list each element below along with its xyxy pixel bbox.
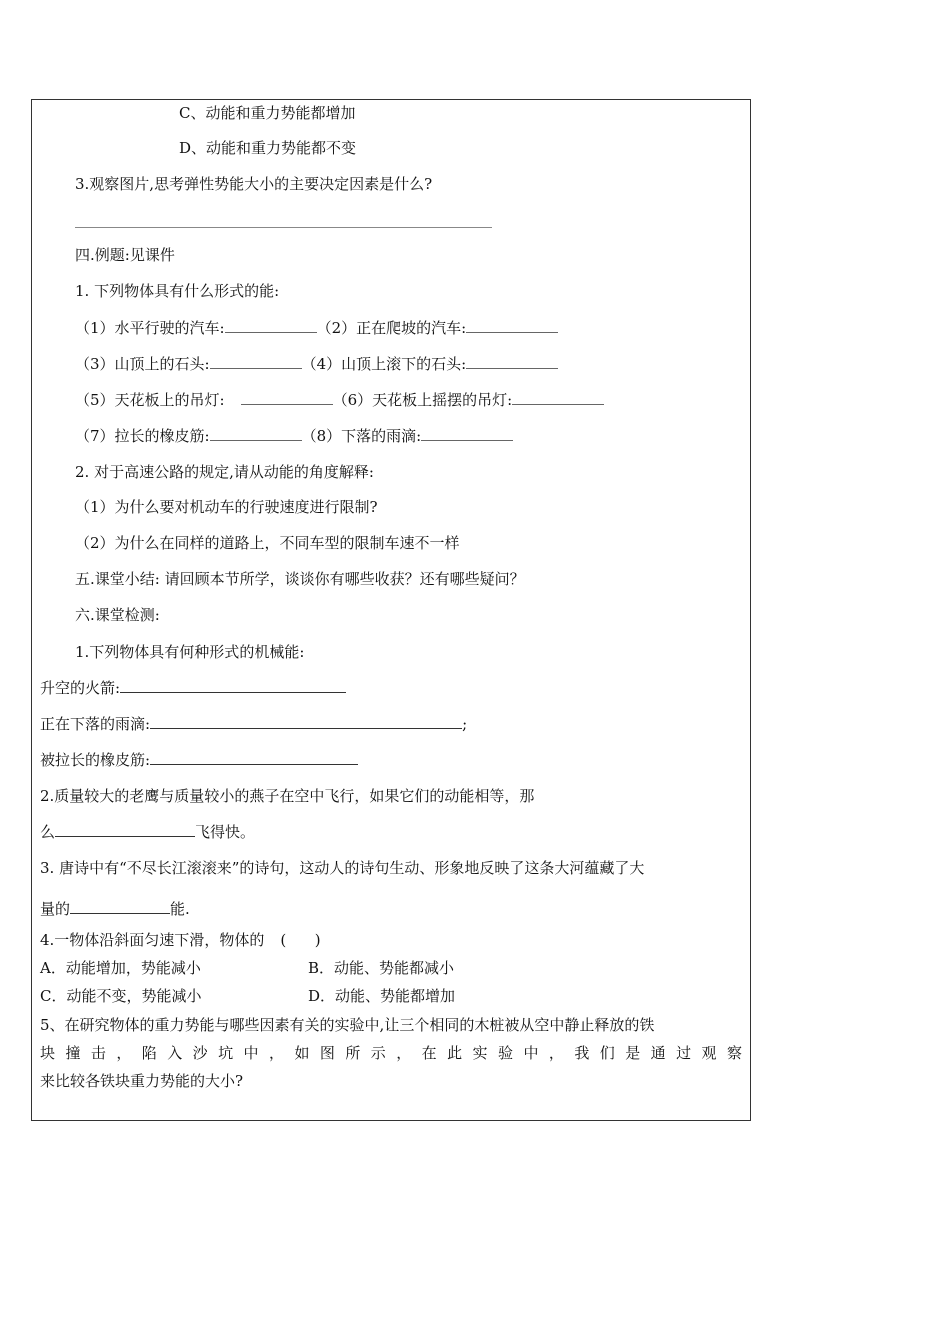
- answer-blank[interactable]: [150, 750, 358, 765]
- s6-q4-option-c: C．动能不变，势能减小: [40, 987, 202, 1005]
- justified-char: 陷: [141, 1044, 157, 1062]
- s4-question-1: 1. 下列物体具有什么形式的能:: [75, 282, 280, 300]
- s4-question-2: 2. 对于高速公路的规定,请从动能的角度解释:: [75, 463, 374, 481]
- question-3: 3.观察图片,思考弹性势能大小的主要决定因素是什么?: [75, 175, 433, 193]
- justified-char: 沙: [192, 1044, 208, 1062]
- s6-question-5-line-3: 来比较各铁块重力势能的大小?: [40, 1072, 244, 1090]
- s4-q1-row-4: [75, 426, 513, 446]
- s6-q1-a-label: 升空的火箭:: [40, 679, 121, 697]
- justified-char: 入: [167, 1044, 183, 1062]
- s6-q3-text-a: 量的: [40, 900, 71, 918]
- s4-q1-row-1: [75, 318, 558, 338]
- s4-q1-item-1: （1）水平行驶的汽车:: [75, 319, 225, 337]
- answer-blank[interactable]: [466, 354, 558, 369]
- justified-char: 此: [447, 1044, 463, 1062]
- s6-question-3-line-2: [40, 899, 190, 919]
- justified-char: 块: [40, 1044, 56, 1062]
- s6-question-2-line-1: 2.质量较大的老鹰与质量较小的燕子在空中飞行，如果它们的动能相等，那: [40, 787, 535, 805]
- s6-question-5-line-1: 5、在研究物体的重力势能与哪些因素有关的实验中,让三个相同的木桩被从空中静止释放的铁: [40, 1016, 655, 1034]
- s6-question-1: 1.下列物体具有何种形式的机械能:: [75, 643, 305, 661]
- justified-char: ，: [269, 1044, 285, 1062]
- justified-char: ，: [116, 1044, 132, 1062]
- answer-blank[interactable]: [210, 354, 302, 369]
- justified-char: 实: [472, 1044, 488, 1062]
- s4-q1-item-3: （3）山顶上的石头:: [75, 355, 210, 373]
- justified-char: 中: [523, 1044, 539, 1062]
- s4-q2-sub-2: （2）为什么在同样的道路上，不同车型的限制车速不一样: [75, 534, 460, 552]
- option-d: D、动能和重力势能都不变: [179, 139, 357, 157]
- answer-blank[interactable]: [512, 390, 604, 405]
- s6-q1-a: [40, 678, 346, 698]
- section-4-heading: 四.例题:见课件: [75, 246, 175, 264]
- s4-q1-row-2: [75, 354, 558, 374]
- justified-char: ，: [396, 1044, 412, 1062]
- section-5-summary: 五.课堂小结: 请回顾本节所学，谈谈你有哪些收获？还有哪些疑问？: [75, 570, 525, 588]
- answer-blank[interactable]: [210, 426, 302, 441]
- s6-q1-c: [40, 750, 358, 770]
- justified-char: 图: [319, 1044, 335, 1062]
- justified-char: 是: [625, 1044, 641, 1062]
- justified-char: 撞: [65, 1044, 81, 1062]
- s6-q1-b-label: 正在下落的雨滴:: [40, 715, 151, 733]
- s6-q3-text-b: 能.: [170, 900, 190, 918]
- justified-char: 示: [370, 1044, 386, 1062]
- s6-question-3-line-1: 3. 唐诗中有“不尽长江滚滚来”的诗句，这动人的诗句生动、形象地反映了这条大河蕴藏了大: [40, 859, 645, 877]
- s6-q1-b-end: ;: [462, 715, 468, 733]
- section-6-heading: 六.课堂检测:: [75, 606, 160, 624]
- justified-char: 击: [90, 1044, 106, 1062]
- s4-q1-item-7: （7）拉长的橡皮筋:: [75, 427, 210, 445]
- justified-char: 们: [599, 1044, 615, 1062]
- justified-char: 我: [574, 1044, 590, 1062]
- s6-q1-b: [40, 714, 467, 734]
- s6-question-4: [40, 930, 321, 950]
- s6-q4-option-b: B．动能、势能都减小: [308, 959, 455, 977]
- justified-char: ，: [548, 1044, 564, 1062]
- answer-blank[interactable]: [150, 714, 462, 729]
- s6-q2-text-b: 飞得快。: [195, 823, 256, 841]
- justified-char: 坑: [218, 1044, 234, 1062]
- justified-char: 观: [701, 1044, 717, 1062]
- s4-q1-item-4: （4）山顶上滚下的石头:: [301, 355, 467, 373]
- justified-char: 所: [345, 1044, 361, 1062]
- s6-q4-option-d: D．动能、势能都增加: [308, 987, 456, 1005]
- justified-char: 如: [294, 1044, 310, 1062]
- s6-q1-c-label: 被拉长的橡皮筋:: [40, 751, 151, 769]
- justified-char: 中: [243, 1044, 259, 1062]
- answer-blank[interactable]: [225, 318, 317, 333]
- justified-char: 察: [727, 1044, 743, 1062]
- answer-blank[interactable]: [70, 899, 170, 914]
- s6-q4-option-a: A．动能增加，势能减小: [40, 959, 201, 977]
- justified-char: 在: [421, 1044, 437, 1062]
- s4-q2-sub-1: （1）为什么要对机动车的行驶速度进行限制?: [75, 498, 378, 516]
- s6-question-5-line-2: [40, 1043, 742, 1063]
- s4-q1-row-3: [75, 390, 604, 410]
- s4-q1-item-5: （5）天花板上的吊灯:: [75, 391, 225, 409]
- s4-q1-item-8: （8）下落的雨滴:: [301, 427, 422, 445]
- answer-blank[interactable]: [120, 678, 346, 693]
- justified-char: 验: [498, 1044, 514, 1062]
- s6-question-2-line-2: [40, 822, 255, 842]
- s4-q1-item-6: （6）天花板上摇摆的吊灯:: [332, 391, 513, 409]
- s6-q2-text-a: 么: [40, 823, 56, 841]
- answer-blank[interactable]: [421, 426, 513, 441]
- justified-char: 过: [676, 1044, 692, 1062]
- justified-char: 通: [650, 1044, 666, 1062]
- option-c: C、动能和重力势能都增加: [179, 104, 356, 122]
- answer-blank[interactable]: [55, 822, 195, 837]
- s6-q4-stem: 4.一物体沿斜面匀速下滑，物体的: [40, 931, 265, 949]
- answer-blank[interactable]: [466, 318, 558, 333]
- s4-q1-item-2: （2）正在爬坡的汽车:: [316, 319, 467, 337]
- s6-q4-paren: ( ): [280, 931, 321, 949]
- answer-line-q3: [75, 227, 492, 228]
- answer-blank[interactable]: [241, 390, 333, 405]
